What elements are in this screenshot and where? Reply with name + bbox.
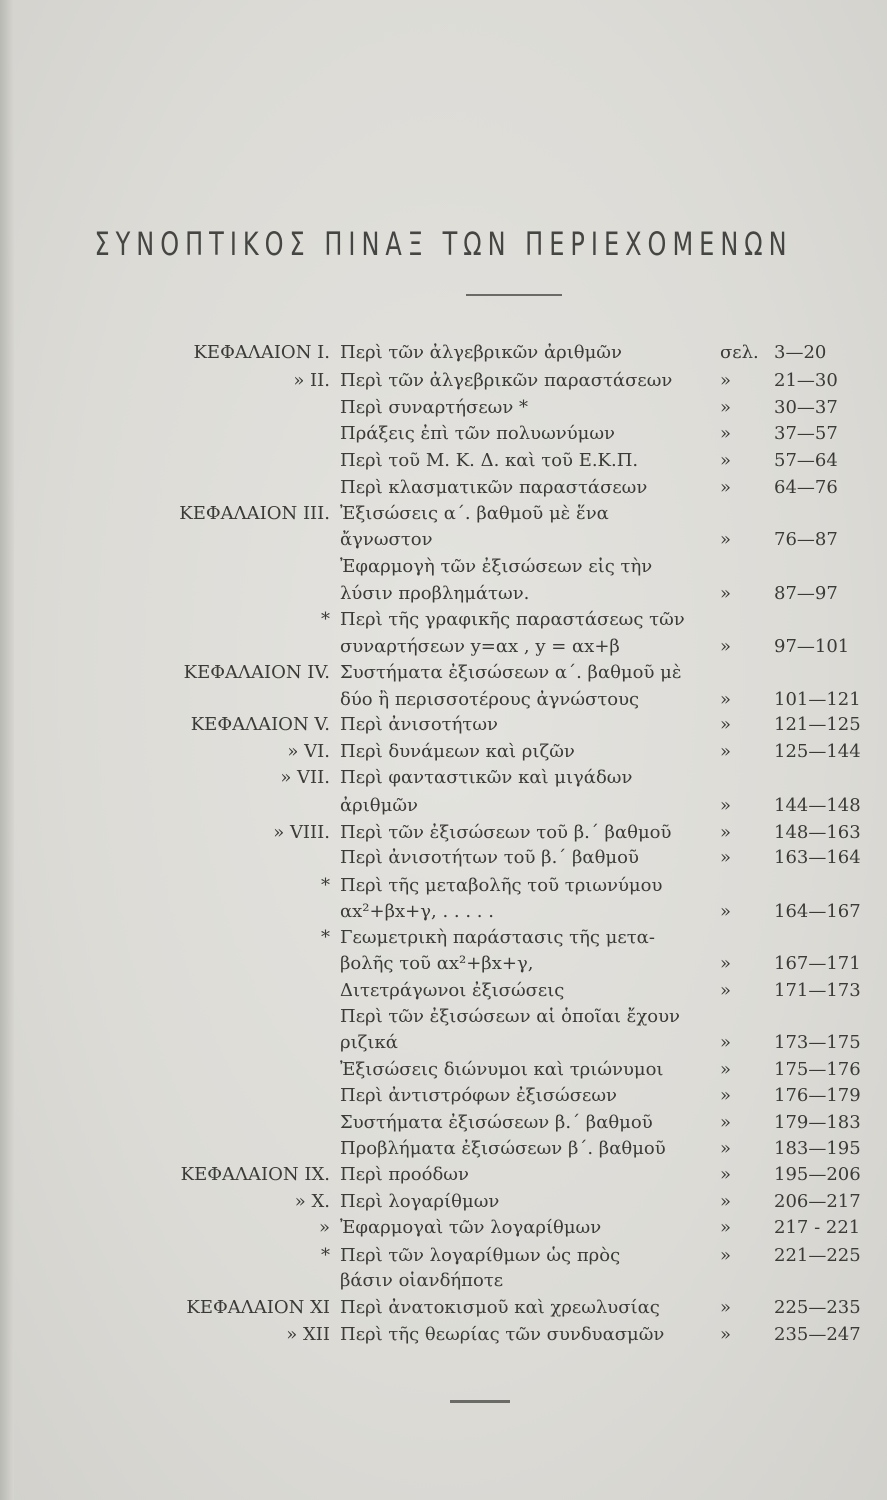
page-marker: »	[720, 1112, 732, 1133]
entry-title: ἀριθμῶν	[340, 795, 418, 816]
page-range: 175—176	[774, 1059, 861, 1080]
chapter-label: » VI.	[287, 741, 330, 762]
page-range: 183—195	[774, 1138, 861, 1159]
page-marker: »	[720, 847, 732, 868]
chapter-label: *	[321, 927, 330, 948]
chapter-label: ΚΕΦΑΛΑΙΟΝ Ι.	[193, 342, 330, 363]
entry-title: ριζικά	[340, 1032, 398, 1053]
entry-title: Πράξεις ἐπὶ τῶν πολυωνύμων	[340, 423, 616, 444]
page-marker: »	[720, 1059, 732, 1080]
entry-title: Περὶ τῆς μεταβολῆς τοῦ τριωνύμου	[340, 875, 663, 896]
entry-title: Περὶ τοῦ Μ. Κ. Δ. καὶ τοῦ Ε.Κ.Π.	[340, 450, 639, 471]
entry-title: Περὶ κλασματικῶν παραστάσεων	[340, 477, 648, 498]
page-range: 221—225	[774, 1245, 861, 1266]
chapter-label: ΚΕΦΑΛΑΙΟΝ ΧΙ	[186, 1297, 330, 1318]
entry-title: Συστήματα ἐξισώσεων α΄. βαθμοῦ μὲ	[340, 662, 682, 683]
entry-title: Διτετράγωνοι ἐξισώσεις	[340, 980, 565, 1001]
page-range: 121—125	[774, 714, 861, 735]
page-marker: »	[720, 1191, 732, 1212]
chapter-label: ΚΕΦΑΛΑΙΟΝ ΙΙΙ.	[179, 503, 330, 524]
entry-title: Ἐξισώσεις α΄. βαθμοῦ μὲ ἕνα	[340, 503, 609, 524]
page-marker: »	[720, 980, 732, 1001]
page-range: 37—57	[774, 423, 838, 444]
page-range: 167—171	[774, 953, 861, 974]
page-marker: »	[720, 1085, 732, 1106]
chapter-label: » Χ.	[294, 1191, 330, 1212]
page-range: 235—247	[774, 1324, 861, 1345]
entry-title: λύσιν προβλημάτων.	[340, 583, 530, 604]
entry-title: Ἐφαρμογαὶ τῶν λογαρίθμων	[340, 1217, 602, 1238]
page-range: 163—164	[774, 847, 861, 868]
page-marker: »	[720, 822, 732, 843]
page-marker: »	[720, 370, 732, 391]
page-range: 144—148	[774, 795, 861, 816]
page-range: 76—87	[774, 529, 838, 550]
chapter-label: ΚΕΦΑΛΑΙΟΝ ΙV.	[183, 662, 330, 683]
chapter-label: *	[321, 875, 330, 896]
entry-title: Ἐξισώσεις διώνυμοι καὶ τριώνυμοι	[340, 1059, 664, 1080]
page-range: 171—173	[774, 980, 861, 1001]
page-range: 179—183	[774, 1112, 861, 1133]
entry-title: Περὶ τῶν ἀλγεβρικῶν παραστάσεων	[340, 370, 673, 391]
page-marker: »	[720, 953, 732, 974]
entry-title: Περὶ τῆς γραφικῆς παραστάσεως τῶν	[340, 609, 685, 630]
entry-title: Περὶ λογαρίθμων	[340, 1191, 500, 1212]
page-marker: σελ.	[720, 342, 759, 363]
page-range: 125—144	[774, 741, 861, 762]
page-range: 3—20	[774, 342, 827, 363]
page-marker: »	[720, 1297, 732, 1318]
page-marker: »	[720, 901, 732, 922]
entry-title: Συστήματα ἐξισώσεων β.΄ βαθμοῦ	[340, 1112, 653, 1133]
entry-title: Περὶ προόδων	[340, 1164, 469, 1185]
page-range: 173—175	[774, 1032, 861, 1053]
chapter-label: *	[321, 609, 330, 630]
entry-title: Περὶ τῶν ἐξισώσεων τοῦ β.΄ βαθμοῦ	[340, 822, 672, 843]
chapter-label: » VII.	[280, 767, 330, 788]
page-marker: »	[720, 423, 732, 444]
entry-title: Γεωμετρικὴ παράστασις τῆς μετα-	[340, 927, 655, 948]
entry-title: Περὶ τῶν ἐξισώσεων αἱ ὁποῖαι ἔχουν	[340, 1006, 680, 1027]
chapter-label: » ΙΙ.	[293, 370, 330, 391]
chapter-label: ΚΕΦΑΛΑΙΟΝ V.	[190, 714, 330, 735]
page-range: 176—179	[774, 1085, 861, 1106]
page-marker: »	[720, 1217, 732, 1238]
title-divider	[466, 294, 562, 296]
page-marker: »	[720, 795, 732, 816]
entry-title: δύο ἢ περισσοτέρους ἀγνώστους	[340, 689, 640, 710]
page-range: 148—163	[774, 822, 861, 843]
page-range: 97—101	[774, 636, 850, 657]
page-marker: »	[720, 1138, 732, 1159]
page-marker: »	[720, 1245, 732, 1266]
page-range: 225—235	[774, 1297, 861, 1318]
page-range: 164—167	[774, 901, 861, 922]
page-marker: »	[720, 397, 732, 418]
bottom-divider	[450, 1400, 510, 1403]
entry-title: Περὶ συναρτήσεων *	[340, 397, 528, 418]
page-marker: »	[720, 477, 732, 498]
page-marker: »	[720, 741, 732, 762]
page-range: 57—64	[774, 450, 838, 471]
chapter-label: ΚΕΦΑΛΑΙΟΝ ΙΧ.	[180, 1164, 330, 1185]
chapter-label: » VIII.	[273, 822, 330, 843]
entry-title: συναρτήσεων y=αx , y = αx+β	[340, 636, 620, 657]
page-range: 30—37	[774, 397, 838, 418]
entry-title: Περὶ φανταστικῶν καὶ μιγάδων	[340, 767, 633, 788]
page-range: 195—206	[774, 1164, 861, 1185]
page-marker: »	[720, 583, 732, 604]
page-marker: »	[720, 1032, 732, 1053]
entry-title: Ἐφαρμογὴ τῶν ἐξισώσεων εἰς τὴν	[340, 556, 653, 577]
page-marker: »	[720, 689, 732, 710]
entry-title: Περὶ τῆς θεωρίας τῶν συνδυασμῶν	[340, 1324, 665, 1345]
page-marker: »	[720, 714, 732, 735]
chapter-label: » ΧΙΙ	[286, 1324, 330, 1345]
page-range: 87—97	[774, 583, 838, 604]
entry-title: Περὶ ἀνατοκισμοῦ καὶ χρεωλυσίας	[340, 1297, 660, 1318]
entry-title: Περὶ δυνάμεων καὶ ριζῶν	[340, 741, 575, 762]
page-marker: »	[720, 1164, 732, 1185]
entry-title: βολῆς τοῦ αx²+βx+γ,	[340, 953, 534, 974]
entry-title: Περὶ τῶν λογαρίθμων ὡς πρὸς	[340, 1245, 621, 1266]
chapter-label: *	[321, 1245, 330, 1266]
page-marker: »	[720, 450, 732, 471]
entry-title: Περὶ ἀνισοτήτων	[340, 714, 498, 735]
page-range: 64—76	[774, 477, 838, 498]
page-marker: »	[720, 1324, 732, 1345]
page-range: 21—30	[774, 370, 838, 391]
entry-title: Περὶ ἀνισοτήτων τοῦ β.΄ βαθμοῦ	[340, 847, 639, 868]
entry-title: ἄγνωστον	[340, 529, 433, 550]
entry-title: βάσιν οἱανδήποτε	[340, 1270, 504, 1291]
page-title: ΣΥΝΟΠΤΙΚΟΣ ΠΙΝΑΞ ΤΩΝ ΠΕΡΙΕΧΟΜΕΝΩΝ	[94, 225, 793, 263]
page-marker: »	[720, 636, 732, 657]
page-range: 206—217	[774, 1191, 861, 1212]
page-marker: »	[720, 529, 732, 550]
entry-title: Περὶ ἀντιστρόφων ἐξισώσεων	[340, 1085, 617, 1106]
entry-title: Περὶ τῶν ἀλγεβρικῶν ἀριθμῶν	[340, 342, 622, 363]
entry-title: αx²+βx+γ, . . . . .	[340, 901, 494, 922]
chapter-label: »	[318, 1217, 330, 1238]
page-range: 217 - 221	[774, 1217, 861, 1238]
entry-title: Προβλήματα ἐξισώσεων β΄. βαθμοῦ	[340, 1138, 666, 1159]
page-range: 101—121	[774, 689, 861, 710]
